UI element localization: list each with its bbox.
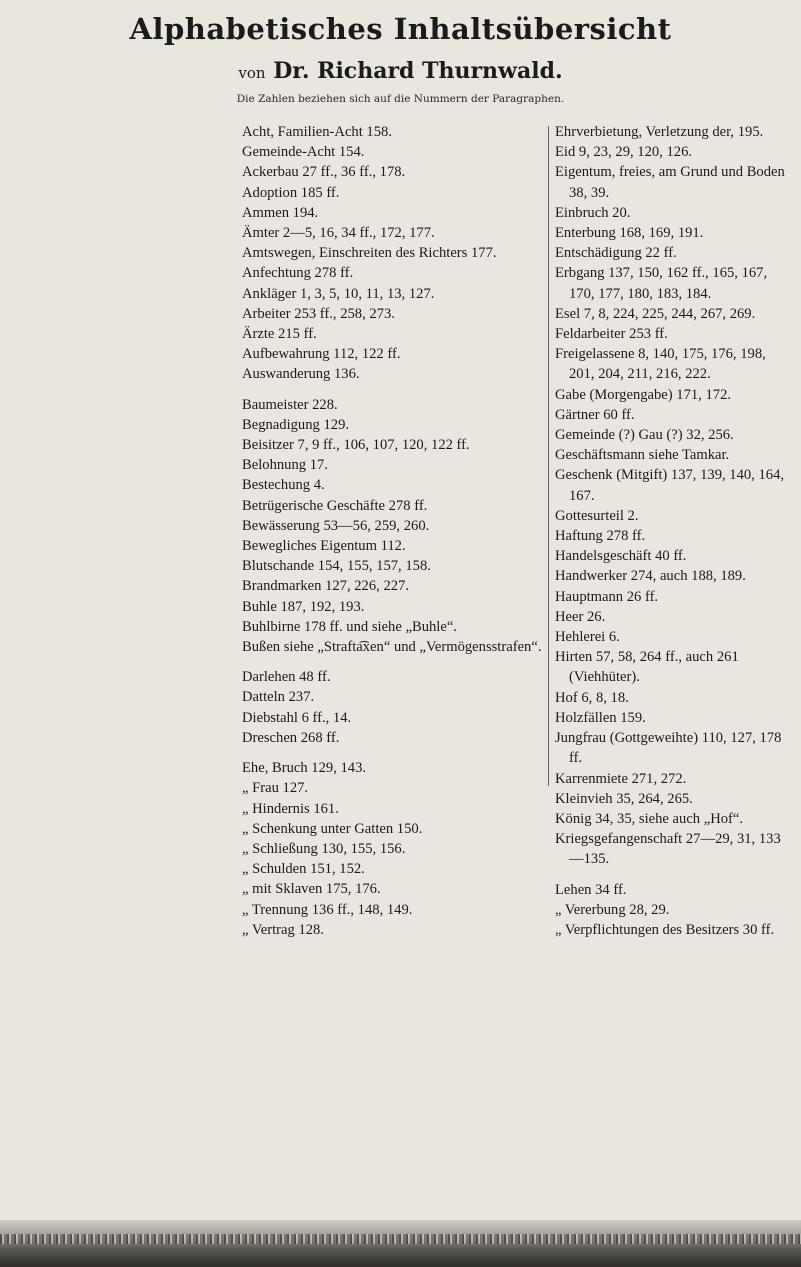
index-entry: Gärtner 60 ff.	[555, 406, 635, 423]
index-entry: Hehlerei 6.	[555, 629, 620, 646]
page-title: Alphabetisches Inhaltsübersicht	[129, 12, 672, 46]
index-entry: „ Vertrag 128.	[242, 921, 324, 938]
index-entry: Bestechung 4.	[242, 477, 325, 494]
index-entry: Auswanderung 136.	[242, 366, 360, 383]
index-entry: Hirten 57, 58, 264 ff., auch 261 (Viehhüter).	[555, 649, 739, 686]
index-entry: Arbeiter 253 ff., 258, 273.	[242, 305, 395, 322]
author-prefix: von	[238, 64, 266, 82]
author-name: Dr. Richard Thurnwald.	[273, 58, 563, 84]
index-entry: Datteln 237.	[242, 689, 315, 706]
index-entry: Handwerker 274, auch 188, 189.	[555, 568, 746, 585]
index-entry: Dreschen 268 ff.	[242, 729, 340, 746]
index-entry: Ammen 194.	[242, 204, 319, 221]
index-entry: Anfechtung 278 ff.	[242, 265, 354, 282]
index-entry: Ehrverbietung, Verletzung der, 195.	[555, 124, 764, 140]
index-entry: „ mit Sklaven 175, 176.	[242, 881, 381, 898]
index-entry: Darlehen 48 ff.	[242, 669, 331, 686]
index-entry: Buhlbirne 178 ff. und siehe „Buhle“.	[242, 618, 457, 635]
index-entry: Haftung 278 ff.	[555, 528, 646, 545]
index-entry: Erbgang 137, 150, 162 ff., 165, 167, 170, 177, 180, 183, 184.	[555, 265, 768, 302]
index-entry: Acht, Familien-Acht 158.	[242, 124, 392, 140]
index-entry: Lehen 34 ff.	[555, 881, 627, 898]
index-entry: „ Vererbung 28, 29.	[555, 901, 670, 918]
index-entry: Ärzte 215 ff.	[242, 326, 317, 343]
index-entry: Kleinvieh 35, 264, 265.	[555, 790, 693, 807]
index-entry: Eid 9, 23, 29, 120, 126.	[555, 144, 693, 161]
index-entry: Amtswegen, Einschreiten des Richters 177.	[242, 245, 497, 262]
index-entry: Diebstahl 6 ff., 14.	[242, 709, 352, 726]
index-entry: Bewässerung 53—56, 259, 260.	[242, 517, 430, 534]
index-entry: Hof 6, 8, 18.	[555, 689, 629, 706]
index-entry: Entschädigung 22 ff.	[555, 245, 677, 262]
index-entry: Esel 7, 8, 224, 225, 244, 267, 269.	[555, 305, 756, 322]
index-entry: Gemeinde (?) Gau (?) 32, 256.	[555, 427, 734, 444]
index-note: Die Zahlen beziehen sich auf die Nummern der Paragraphen.	[236, 93, 565, 105]
index-entry: Ämter 2—5, 16, 34 ff., 172, 177.	[242, 225, 435, 242]
index-entry: Bußen siehe „Strafta͡xen“ und „Vermögensstrafen“.	[242, 639, 542, 656]
index-entry: Baumeister 228.	[242, 396, 338, 413]
index-entry: Feldarbeiter 253 ff.	[555, 326, 668, 343]
index-entry: Gabe (Morgengabe) 171, 172.	[555, 386, 732, 403]
index-entry: „ Schließung 130, 155, 156.	[242, 840, 406, 857]
index-entry: Freigelassene 8, 140, 175, 176, 198, 201, 204, 211, 216, 222.	[555, 346, 766, 383]
index-entry: Belohnung 17.	[242, 457, 328, 474]
index-entry: Handelsgeschäft 40 ff.	[555, 548, 687, 565]
index-entry: Brandmarken 127, 226, 227.	[242, 578, 409, 595]
index-entry: „ Verpflichtungen des Besitzers 30 ff.	[555, 921, 775, 938]
index-entry: Gottesurteil 2.	[555, 507, 639, 524]
index-entry: Einbruch 20.	[555, 204, 631, 221]
index-entry: Heer 26.	[555, 608, 606, 625]
scan-artifact-stripe	[0, 1234, 801, 1244]
index-entry: Blutschande 154, 155, 157, 158.	[242, 558, 431, 575]
index-entry: Aufbewahrung 112, 122 ff.	[242, 346, 401, 363]
index-entry: Ehe, Bruch 129, 143.	[242, 760, 367, 777]
index-entry: Ankläger 1, 3, 5, 10, 11, 13, 127.	[242, 285, 435, 302]
index-entry: Ackerbau 27 ff., 36 ff., 178.	[242, 164, 406, 181]
index-entry: Begnadigung 129.	[242, 416, 350, 433]
index-entry: „ Hindernis 161.	[242, 800, 339, 817]
index-column-right	[555, 122, 790, 940]
index-entry: Gemeinde-Acht 154.	[242, 144, 365, 161]
index-entry: Betrügerische Geschäfte 278 ff.	[242, 497, 428, 514]
index-entry: Beisitzer 7, 9 ff., 106, 107, 120, 122 ff.	[242, 437, 470, 454]
index-entry: Hauptmann 26 ff.	[555, 588, 659, 605]
index-entry: Kriegsgefangenschaft 27—29, 31, 133—135.	[555, 831, 781, 868]
index-entry: König 34, 35, siehe auch „Hof“.	[555, 810, 744, 827]
page-bottom-edge	[0, 1220, 801, 1267]
index-column-left	[242, 122, 542, 940]
index-entry: Jungfrau (Gottgeweihte) 110, 127, 178 ff.	[555, 730, 782, 767]
index-entry: Bewegliches Eigentum 112.	[242, 538, 406, 555]
index-entry: Karrenmiete 271, 272.	[555, 770, 687, 787]
index-entry: „ Frau 127.	[242, 780, 309, 797]
index-entry: Enterbung 168, 169, 191.	[555, 225, 704, 242]
index-entry: Buhle 187, 192, 193.	[242, 598, 365, 615]
index-entry: Geschäftsmann siehe Tamkar.	[555, 447, 730, 464]
index-entry: Adoption 185 ff.	[242, 184, 340, 201]
column-divider	[548, 126, 549, 786]
index-entry: „ Schulden 151, 152.	[242, 861, 365, 878]
index-entry: „ Trennung 136 ff., 148, 149.	[242, 901, 413, 918]
author-line	[0, 58, 801, 84]
index-entry: Geschenk (Mitgift) 137, 139, 140, 164, 167.	[555, 467, 785, 504]
index-entry: „ Schenkung unter Gatten 150.	[242, 820, 423, 837]
index-entry: Eigentum, freies, am Grund und Boden 38, 39.	[555, 164, 785, 201]
index-entry: Holzfällen 159.	[555, 709, 646, 726]
